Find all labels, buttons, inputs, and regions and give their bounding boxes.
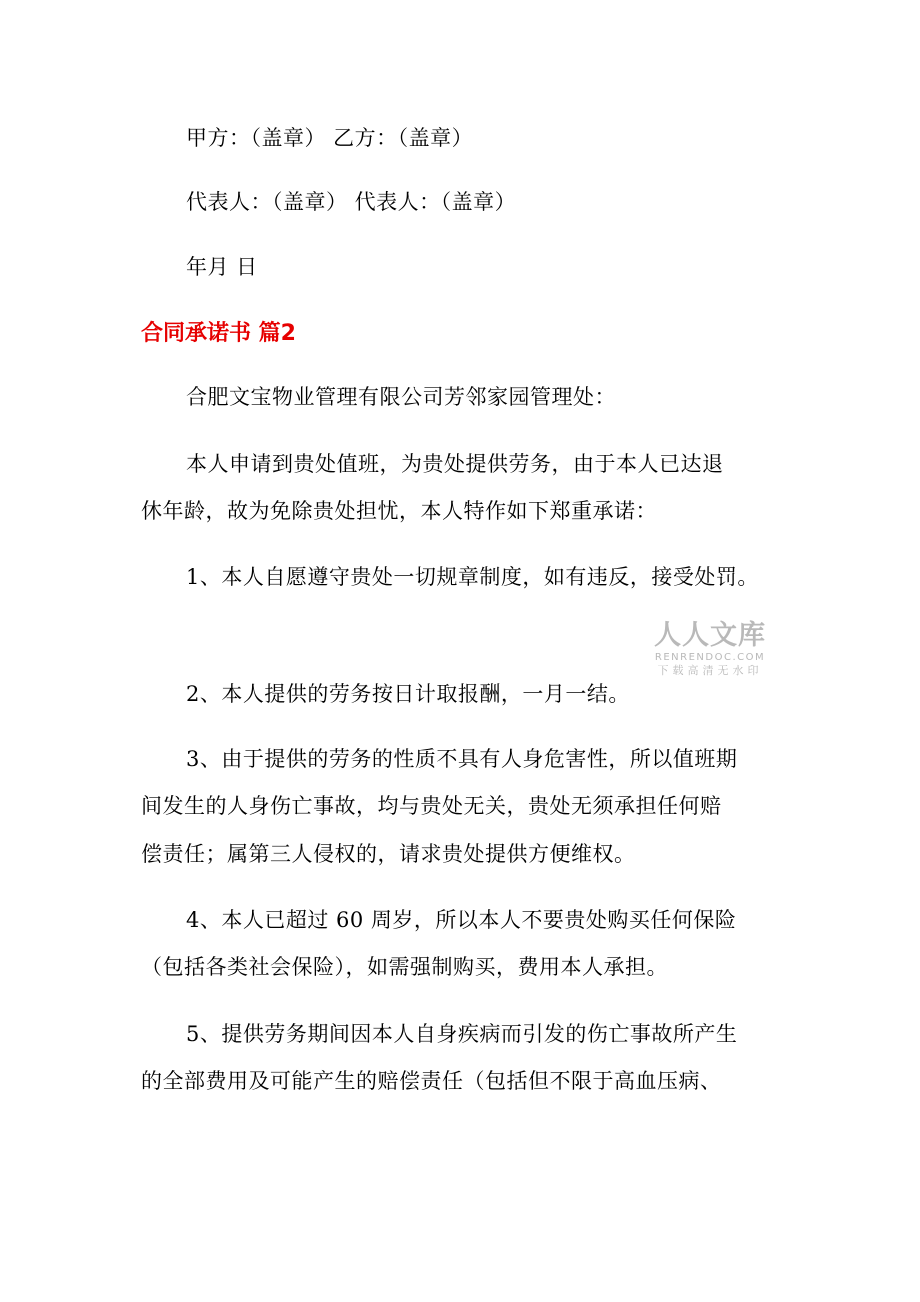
intro-paragraph-line-2: 休年龄，故为免除贵处担忧，本人特作如下郑重承诺：	[141, 499, 657, 523]
watermark-title: 人人文库	[654, 620, 766, 651]
item-4-line-1: 4、本人已超过 60 周岁，所以本人不要贵处购买任何保险	[186, 908, 737, 932]
item-2-line-1: 2、本人提供的劳务按日计取报酬，一月一结。	[186, 682, 630, 706]
item-5-line-1: 5、提供劳务期间因本人自身疾病而引发的伤亡事故所产生	[186, 1022, 738, 1046]
watermark	[648, 620, 772, 678]
section-heading: 合同承诺书 篇2	[141, 321, 296, 346]
item-3-line-1: 3、由于提供的劳务的性质不具有人身危害性，所以值班期	[186, 747, 738, 771]
item-3-line-2: 间发生的人身伤亡事故，均与贵处无关，贵处无须承担任何赔	[141, 794, 722, 818]
signature-date-line: 年月 日	[186, 255, 258, 279]
watermark-domain: RENRENDOC.COM	[654, 652, 766, 663]
signature-representatives-line: 代表人：（盖章） 代表人：（盖章）	[186, 190, 517, 214]
item-3-line-3: 偿责任；属第三人侵权的，请求贵处提供方便维权。	[141, 842, 636, 866]
intro-paragraph-line-1: 本人申请到贵处值班，为贵处提供劳务，由于本人已达退	[186, 452, 724, 476]
watermark-slogan: 下载高清无水印	[657, 664, 763, 677]
signature-parties-line: 甲方：（盖章） 乙方：（盖章）	[186, 126, 474, 150]
addressee-line: 合肥文宝物业管理有限公司芳邻家园管理处：	[186, 385, 616, 409]
item-5-line-2: 的全部费用及可能产生的赔偿责任（包括但不限于高血压病、	[141, 1069, 722, 1093]
item-1-line-1: 1、本人自愿遵守贵处一切规章制度，如有违反，接受处罚。	[186, 565, 759, 589]
item-4-line-2: （包括各类社会保险），如需强制购买，费用本人承担。	[141, 955, 668, 979]
